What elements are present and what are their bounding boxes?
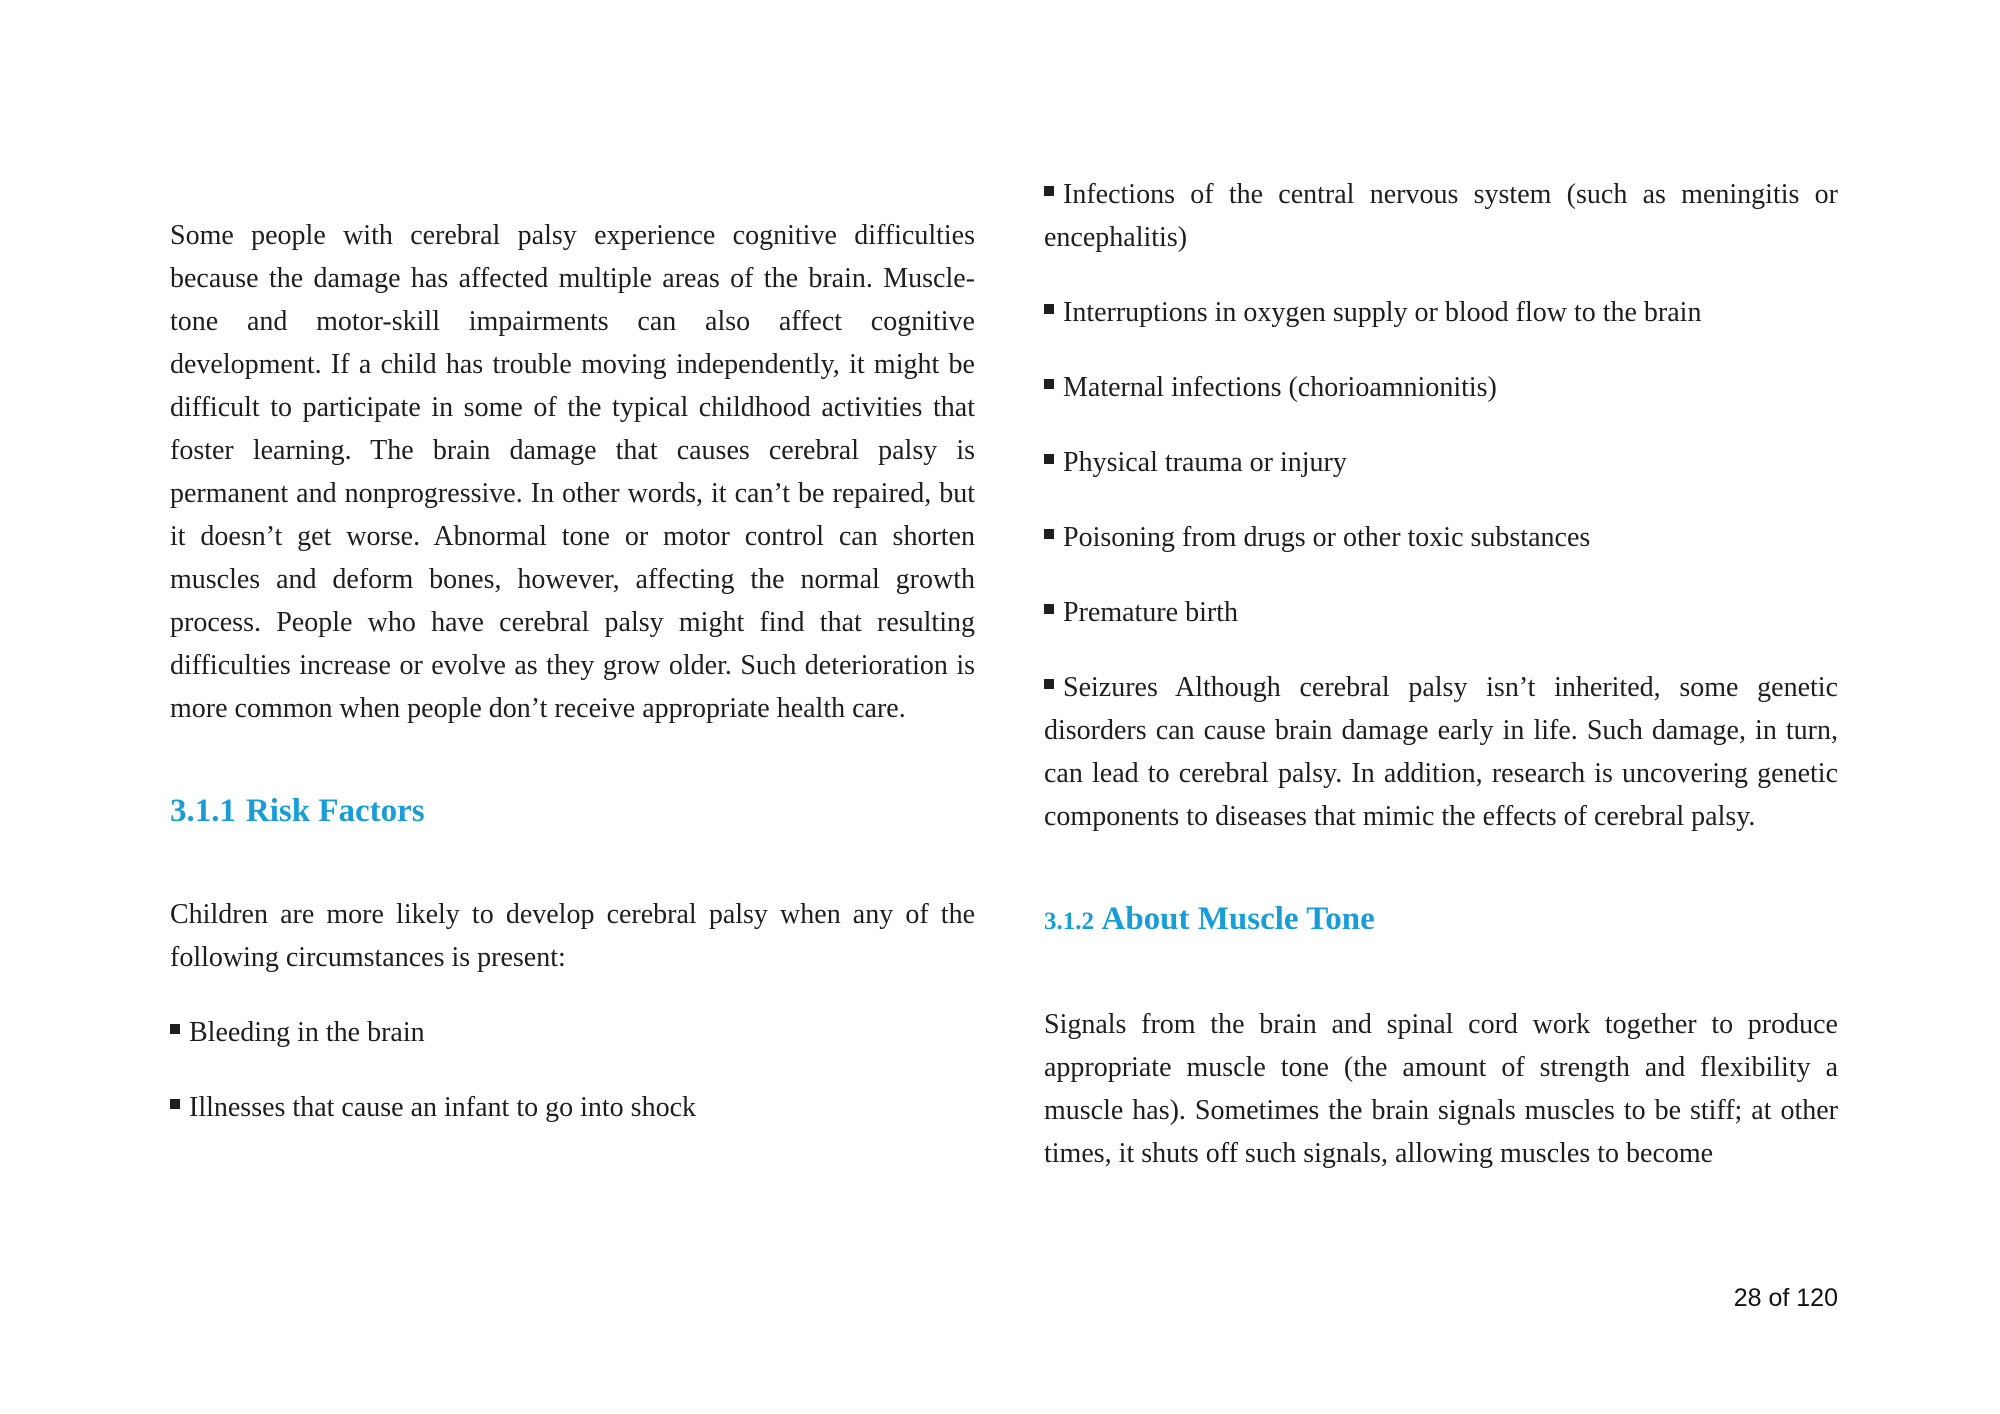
left-column [170, 214, 975, 1129]
risk-factor-list-right [1044, 173, 1838, 838]
bullet-square-icon [1044, 379, 1054, 389]
bullet-square-icon [1044, 304, 1054, 314]
list-item [1044, 173, 1838, 259]
paragraph-risk-intro: Children are more likely to develop cerebral palsy when any of the following circumstances is present: [170, 899, 975, 973]
section-title: About Muscle Tone [1101, 901, 1375, 937]
paragraph-cognitive-difficulties: Some people with cerebral palsy experience cognitive difficulties because the damage has affected multiple areas of the brain. Muscle-tone and motor-skill impairments can also affect cognitive development. If a child has trouble moving independently, it might be difficult to participate in some of the typical childhood activities that foster learning. The brain damage that causes cerebral palsy is permanent and nonprogressive. In other words, it can’t be repaired, but it doesn’t get worse. Abnormal tone or motor control can shorten muscles and deform bones, however, affecting the normal growth process. People who have cerebral palsy might find that resulting difficulties increase or evolve as they grow older. Such deterioration is more common when people don’t receive appropriate health care. [170, 220, 975, 724]
list-item [1044, 516, 1838, 559]
section-heading-about-muscle-tone [1044, 898, 1838, 943]
bullet-square-icon [1044, 604, 1054, 614]
bullet-square-icon [1044, 454, 1054, 464]
list-item [1044, 366, 1838, 409]
list-item [1044, 666, 1838, 838]
risk-factor-list-left [170, 1011, 975, 1129]
list-item-text: Interruptions in oxygen supply or blood flow to the brain [1063, 297, 1702, 328]
section-title: Risk Factors [245, 793, 425, 829]
list-item-text: Bleeding in the brain [189, 1017, 425, 1048]
list-item-text: Infections of the central nervous system (such as meningitis or encephalitis) [1044, 179, 1838, 253]
list-item [170, 1086, 975, 1129]
section-heading-risk-factors [170, 790, 975, 833]
list-item-text: Seizures Although cerebral palsy isn’t inherited, some genetic disorders can cause brain damage early in life. Such damage, in turn, can lead to cerebral palsy. In addition, research is uncovering genetic components to diseases that mimic the effects of cerebral palsy. [1044, 672, 1838, 832]
right-column [1044, 141, 1838, 1175]
list-item [1044, 591, 1838, 634]
list-item-text: Physical trauma or injury [1063, 447, 1347, 478]
section-number: 3.1.1 [170, 793, 236, 829]
list-item [1044, 291, 1838, 334]
list-item-text: Maternal infections (chorioamnionitis) [1063, 372, 1497, 403]
bullet-square-icon [170, 1099, 180, 1109]
bullet-square-icon [1044, 529, 1054, 539]
page-number: 28 of 120 [1733, 1284, 1838, 1312]
bullet-square-icon [1044, 186, 1054, 196]
list-item-text: Illnesses that cause an infant to go into shock [189, 1092, 696, 1123]
paragraph-muscle-tone: Signals from the brain and spinal cord work together to produce appropriate muscle tone (the amount of strength and flexibility a muscle has). Sometimes the brain signals muscles to be stiff; at other times, it shuts off such signals, allowing muscles to become [1044, 1009, 1838, 1169]
list-item-text: Premature birth [1063, 597, 1238, 628]
list-item [170, 1011, 975, 1054]
bullet-square-icon [1044, 679, 1054, 689]
section-number: 3.1.2 [1044, 908, 1094, 935]
list-item [1044, 441, 1838, 484]
bullet-square-icon [170, 1024, 180, 1034]
list-item-text: Poisoning from drugs or other toxic substances [1063, 522, 1591, 553]
